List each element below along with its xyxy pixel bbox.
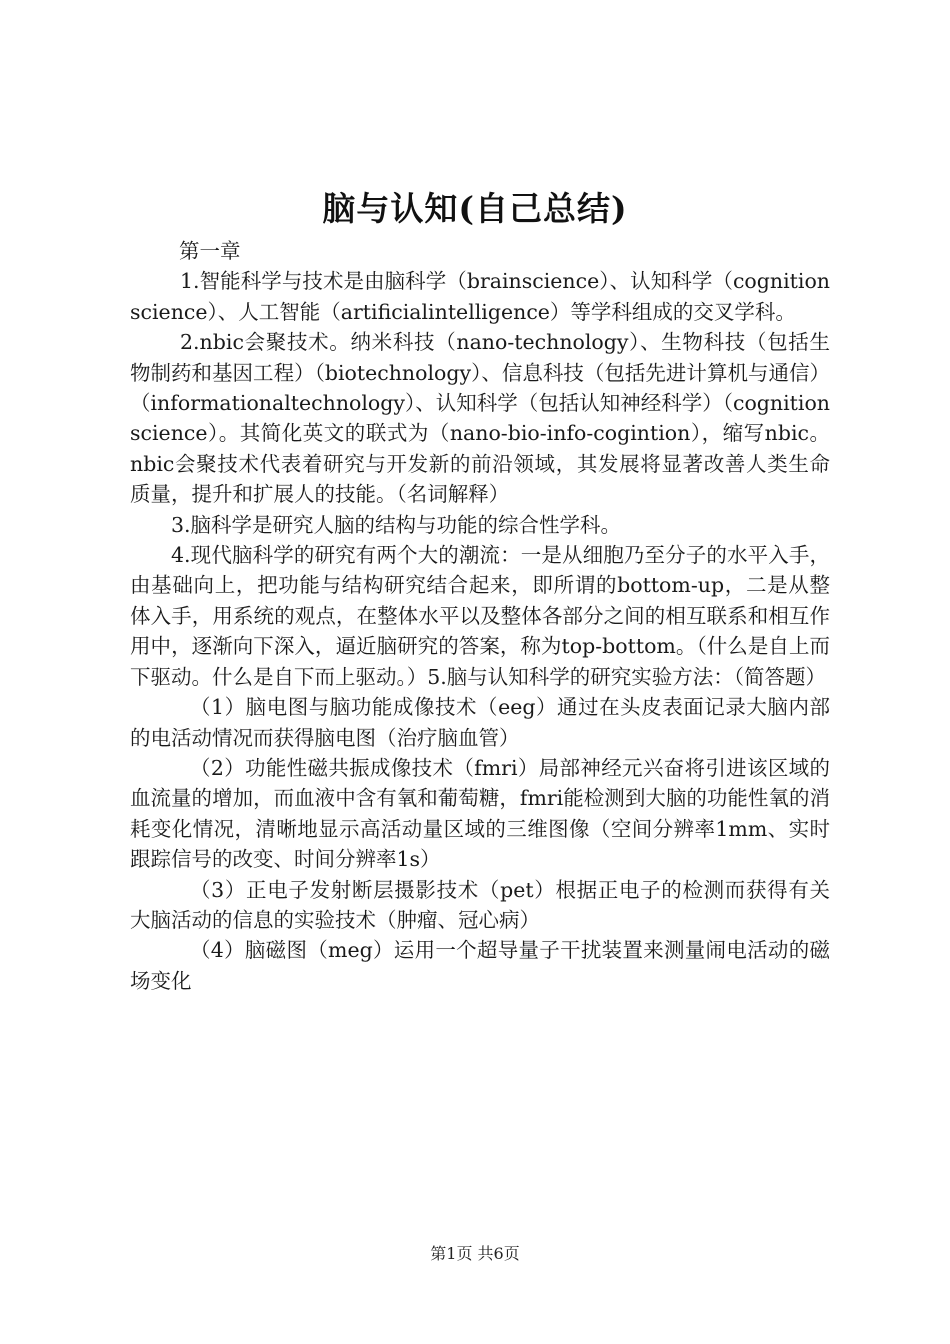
paragraph-2: 2.nbic会聚技术。纳米科技（nano-technology）、生物科技（包括生物制药和基因工程）（biotechnology）、信息科技（包括先进计算机与通信）（informationaltechnology）、认知科学（包括认知神经科学）（cognitionscience）。其简化英文的联式为（nano-bio-info-cogintion），缩写nbic。nbic会聚技术代表着研究与开发新的前沿领域，其发展将显著改善人类生命质量，提升和扩展人的技能。（名词解释）: [130, 330, 831, 507]
method-item-2: （2）功能性磁共振成像技术（fmri）局部神经元兴奋将引进该区域的血流量的增加，而血液中含有氧和葡萄糖，fmri能检测到大脑的功能性氧的消耗变化情况，清晰地显示高活动量区域的三维图像（空间分辨率1mm、实时跟踪信号的改变、时间分辨率1s）: [130, 755, 830, 872]
document-title: 脑与认知(自己总结): [322, 189, 628, 228]
paragraph-3: 3.脑科学是研究人脑的结构与功能的综合性学科。: [171, 512, 622, 537]
method-item-4: （4）脑磁图（meg）运用一个超导量子干扰装置来测量闹电活动的磁场变化: [130, 938, 830, 993]
method-item-3: （3）正电子发射断层摄影技术（pet）根据正电子的检测而获得有关大脑活动的信息的实验技术（肿瘤、冠心病）: [130, 877, 830, 932]
document-body: [130, 236, 830, 996]
page-indicator: 第1页 共6页: [430, 1244, 520, 1263]
method-item-1: （1）脑电图与脑功能成像技术（eeg）通过在头皮表面记录大脑内部的电活动情况而获得脑电图（治疗脑血管）: [130, 695, 830, 750]
chapter-heading: 第一章: [179, 239, 241, 263]
paragraph-1: 1.智能科学与技术是由脑科学（brainscience）、认知科学（cognitionscience）、人工智能（artificialintelligence）等学科组成的交叉学科。: [130, 269, 830, 324]
paragraph-4: 4.现代脑科学的研究有两个大的潮流：一是从细胞乃至分子的水平入手，由基础向上，把功能与结构研究结合起来，即所谓的bottom-up，二是从整体入手，用系统的观点，在整体水平以及整体各部分之间的相互联系和相互作用中，逐渐向下深入，逼近脑研究的答案，称为top-bottom。（什么是自上而下驱动。什么是自下而上驱动。）5.脑与认知科学的研究实验方法：（简答题）: [130, 543, 830, 689]
